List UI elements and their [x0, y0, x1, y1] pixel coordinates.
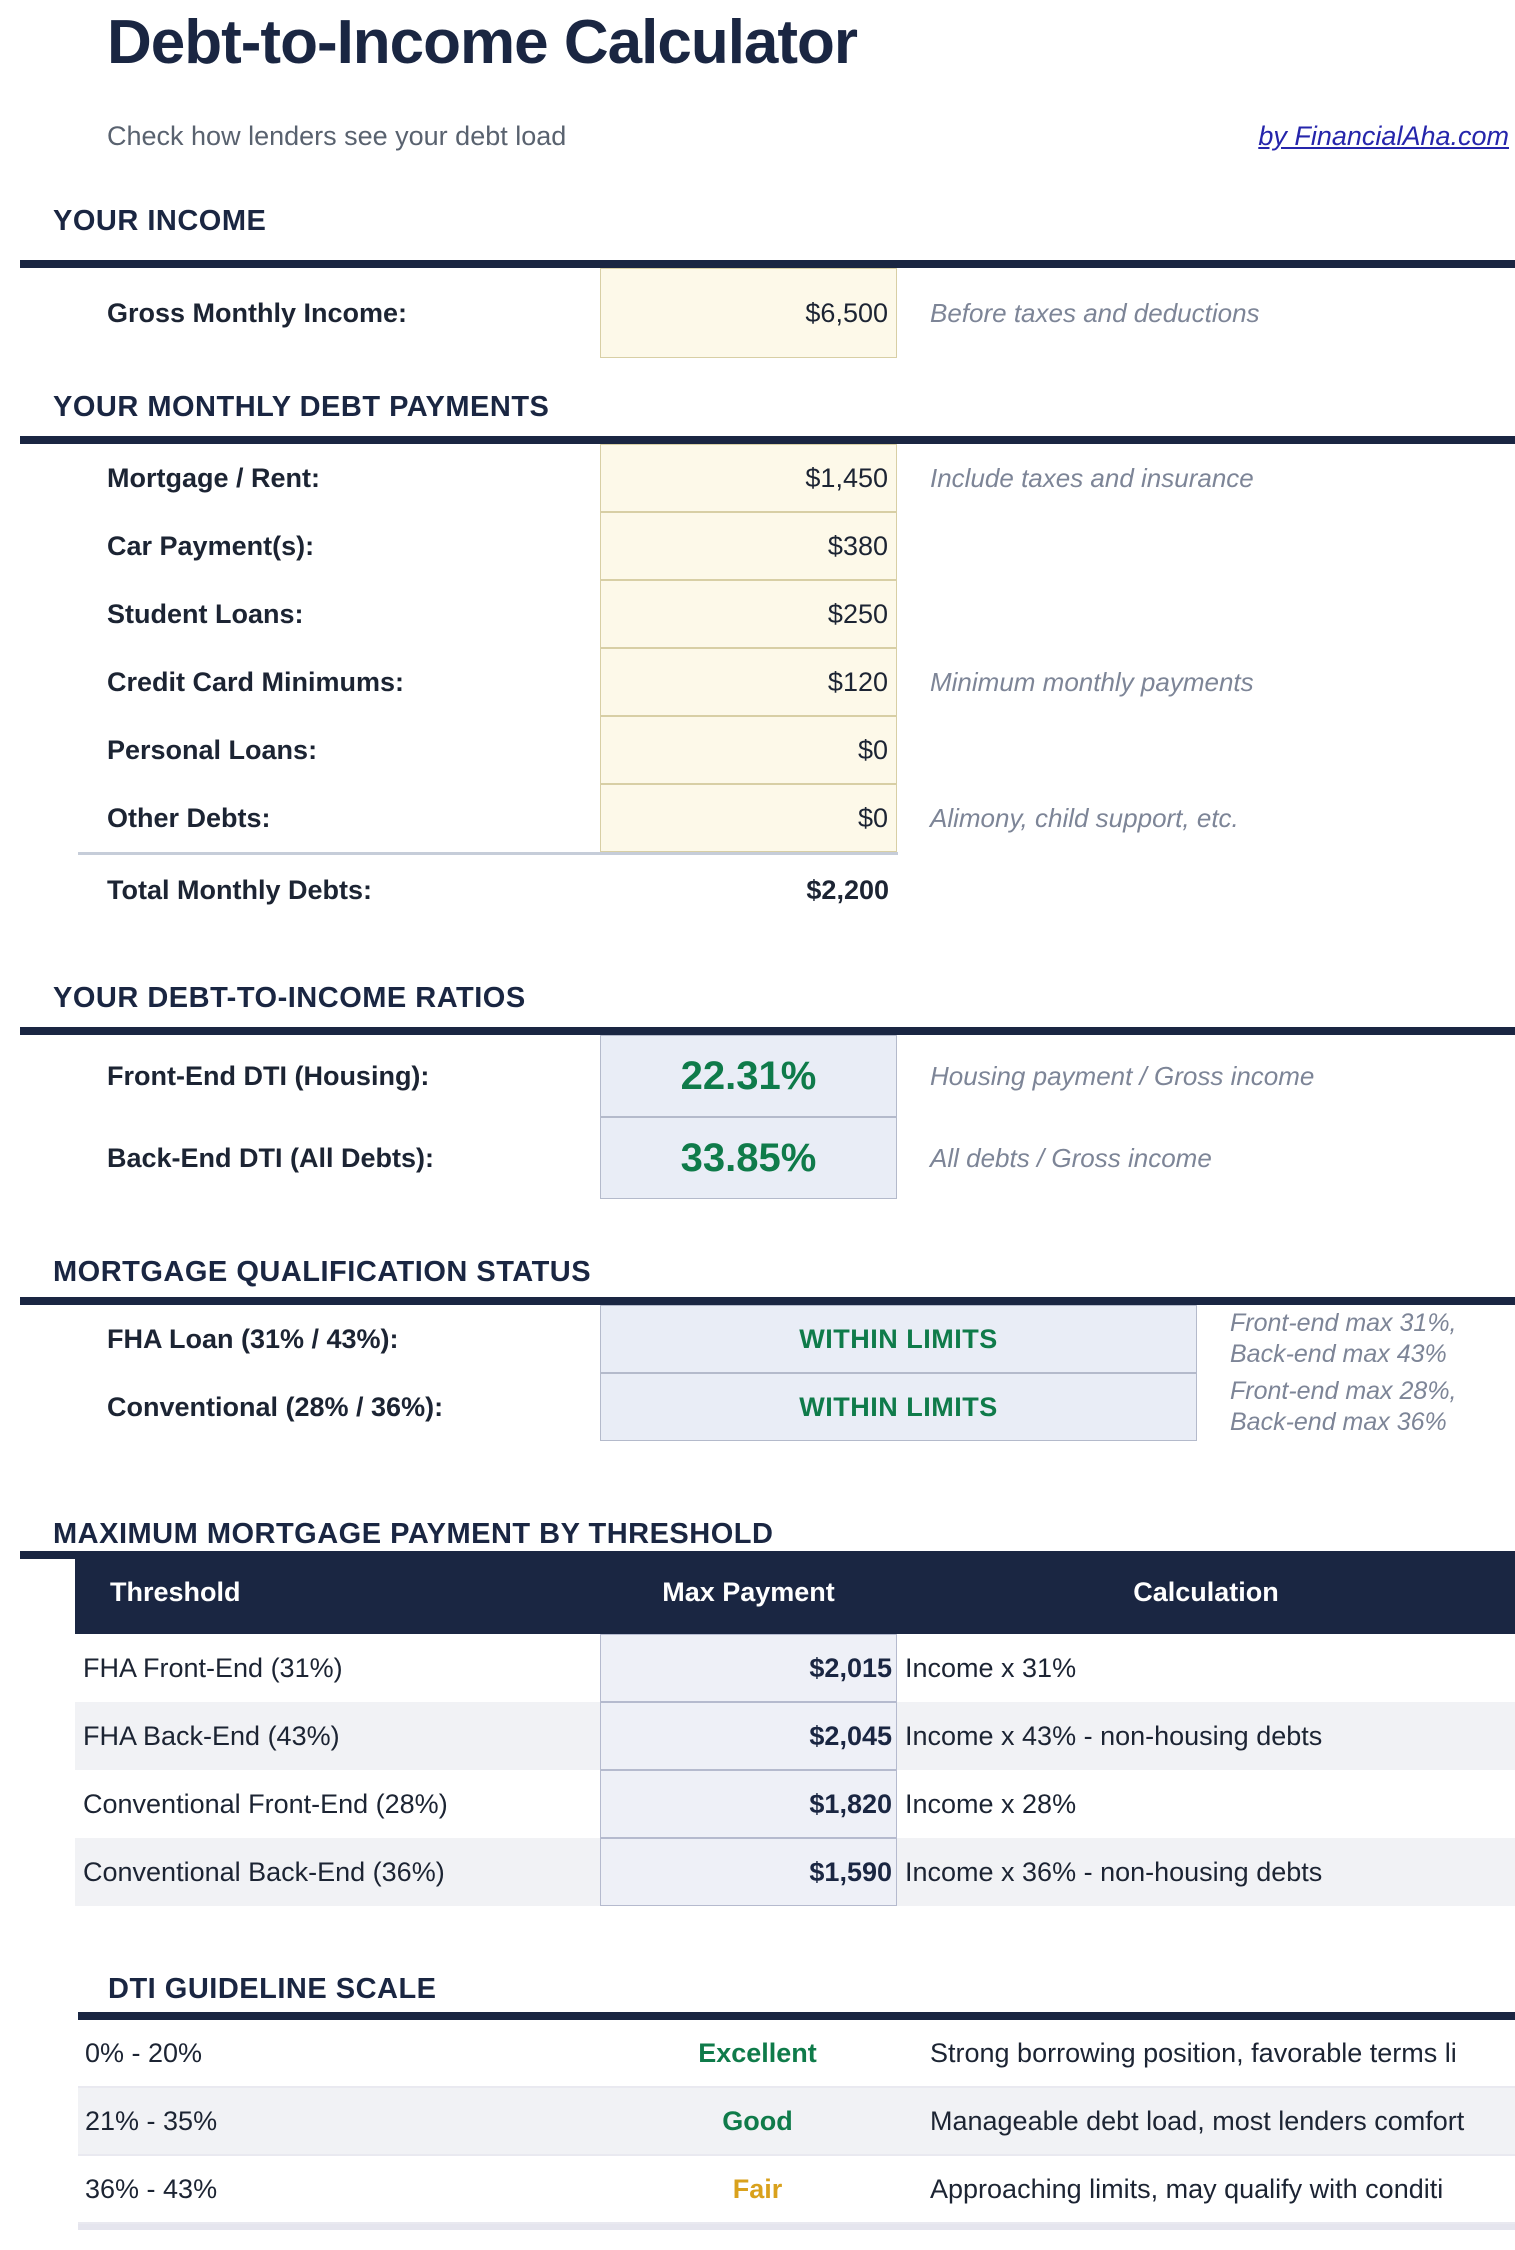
other-debts-input[interactable]: $0	[600, 784, 897, 852]
conventional-status-badge: WITHIN LIMITS	[600, 1373, 1197, 1441]
ratio-row	[0, 1117, 1515, 1199]
ratio-label: Front-End DTI (Housing):	[107, 1060, 430, 1091]
subtitle-row	[107, 121, 1509, 152]
student-loans-input[interactable]: $250	[600, 580, 897, 648]
scale-description: Manageable debt load, most lenders comfort	[930, 2105, 1465, 2136]
scale-range: 0% - 20%	[85, 2037, 203, 2068]
debt-row	[0, 648, 1515, 716]
qualification-label: FHA Loan (31% / 43%):	[107, 1323, 399, 1354]
income-label: Gross Monthly Income:	[107, 297, 408, 328]
table-header-row	[75, 1551, 1515, 1634]
mortgage-rent-input[interactable]: $1,450	[600, 444, 897, 512]
ratio-label: Back-End DTI (All Debts):	[107, 1142, 435, 1173]
section-rule	[20, 1297, 1515, 1305]
credit-card-minimums-input[interactable]: $120	[600, 648, 897, 716]
ratio-row	[0, 1035, 1515, 1117]
scale-rating: Fair	[732, 2173, 783, 2204]
debt-note	[897, 580, 1515, 648]
qualification-note-line: Back-end max 36%	[1230, 1408, 1447, 1437]
section-rule	[20, 260, 1515, 268]
max-payment-cell: $1,820	[600, 1770, 897, 1838]
guideline-scale-table	[78, 2020, 1515, 2230]
debt-row	[0, 716, 1515, 784]
scale-range: 21% - 35%	[85, 2105, 218, 2136]
debt-row	[0, 444, 1515, 512]
max-payment-cell: $1,590	[600, 1838, 897, 1906]
table-row	[75, 1702, 1515, 1770]
threshold-cell: Conventional Front-End (28%)	[83, 1788, 448, 1819]
car-payment-input[interactable]: $380	[600, 512, 897, 580]
column-header-max-payment: Max Payment	[662, 1577, 835, 1608]
scale-rating: Good	[722, 2105, 793, 2136]
section-heading-guideline-scale: DTI GUIDELINE SCALE	[108, 1973, 437, 2006]
section-rule	[20, 436, 1515, 444]
table-row	[75, 1838, 1515, 1906]
byline-link[interactable]: by FinancialAha.com	[1258, 121, 1509, 152]
scale-range: 36% - 43%	[85, 2173, 218, 2204]
page-title: Debt-to-Income Calculator	[107, 8, 858, 77]
max-payment-table	[75, 1551, 1515, 1906]
section-heading-income: YOUR INCOME	[53, 205, 267, 238]
gross-income-input[interactable]: $6,500	[600, 268, 897, 358]
max-payment-cell: $2,045	[600, 1702, 897, 1770]
scale-row	[78, 2156, 1515, 2224]
qualification-note-line: Back-end max 43%	[1230, 1340, 1447, 1369]
scale-row	[78, 2088, 1515, 2156]
debt-note: Include taxes and insurance	[930, 462, 1254, 493]
debt-label: Personal Loans:	[107, 734, 318, 765]
scale-rating: Excellent	[698, 2037, 817, 2068]
qualification-note-line: Front-end max 28%,	[1230, 1377, 1457, 1406]
column-header-threshold: Threshold	[110, 1577, 241, 1608]
next-row-sliver	[78, 2224, 1515, 2230]
debt-row	[0, 580, 1515, 648]
section-heading-ratios: YOUR DEBT-TO-INCOME RATIOS	[53, 982, 526, 1015]
debt-label: Other Debts:	[107, 802, 271, 833]
scale-description: Approaching limits, may qualify with conditi	[930, 2173, 1444, 2204]
qualification-row	[0, 1305, 1515, 1373]
total-row	[0, 855, 1515, 925]
page-subtitle: Check how lenders see your debt load	[107, 121, 567, 152]
section-heading-max-payment: MAXIMUM MORTGAGE PAYMENT BY THRESHOLD	[53, 1518, 774, 1551]
calculation-cell: Income x 43% - non-housing debts	[905, 1720, 1323, 1751]
debt-note	[897, 512, 1515, 580]
fha-status-badge: WITHIN LIMITS	[600, 1305, 1197, 1373]
section-heading-qualification: MORTGAGE QUALIFICATION STATUS	[53, 1256, 592, 1289]
debt-label: Car Payment(s):	[107, 530, 315, 561]
scale-row	[78, 2020, 1515, 2088]
table-row	[75, 1770, 1515, 1838]
max-payment-cell: $2,015	[600, 1634, 897, 1702]
scale-description: Strong borrowing position, favorable terms li	[930, 2037, 1457, 2068]
calculation-cell: Income x 28%	[905, 1788, 1077, 1819]
ratio-note: All debts / Gross income	[930, 1142, 1212, 1173]
qualification-note-line: Front-end max 31%,	[1230, 1309, 1457, 1338]
calculation-cell: Income x 36% - non-housing debts	[905, 1856, 1323, 1887]
threshold-cell: Conventional Back-End (36%)	[83, 1856, 445, 1887]
debt-label: Credit Card Minimums:	[107, 666, 405, 697]
debt-note: Alimony, child support, etc.	[930, 802, 1239, 833]
column-header-calculation: Calculation	[1133, 1577, 1279, 1608]
income-note: Before taxes and deductions	[930, 297, 1260, 328]
debt-label: Mortgage / Rent:	[107, 462, 320, 493]
total-value: $2,200	[806, 874, 889, 905]
qualification-note	[1197, 1373, 1515, 1441]
ratio-note: Housing payment / Gross income	[930, 1060, 1315, 1091]
section-rule	[78, 2012, 1515, 2020]
threshold-cell: FHA Front-End (31%)	[83, 1652, 343, 1683]
debt-label: Student Loans:	[107, 598, 304, 629]
back-end-dti-value: 33.85%	[600, 1117, 897, 1199]
front-end-dti-value: 22.31%	[600, 1035, 897, 1117]
income-row	[0, 268, 1515, 358]
debt-row	[0, 784, 1515, 852]
section-rule	[20, 1027, 1515, 1035]
debt-note	[897, 716, 1515, 784]
debt-note: Minimum monthly payments	[930, 666, 1254, 697]
table-row	[75, 1634, 1515, 1702]
qualification-note	[1197, 1305, 1515, 1373]
personal-loans-input[interactable]: $0	[600, 716, 897, 784]
threshold-cell: FHA Back-End (43%)	[83, 1720, 340, 1751]
total-label: Total Monthly Debts:	[107, 874, 372, 905]
debt-row	[0, 512, 1515, 580]
qualification-label: Conventional (28% / 36%):	[107, 1391, 444, 1422]
qualification-row	[0, 1373, 1515, 1441]
calculation-cell: Income x 31%	[905, 1652, 1077, 1683]
section-heading-debts: YOUR MONTHLY DEBT PAYMENTS	[53, 391, 550, 424]
